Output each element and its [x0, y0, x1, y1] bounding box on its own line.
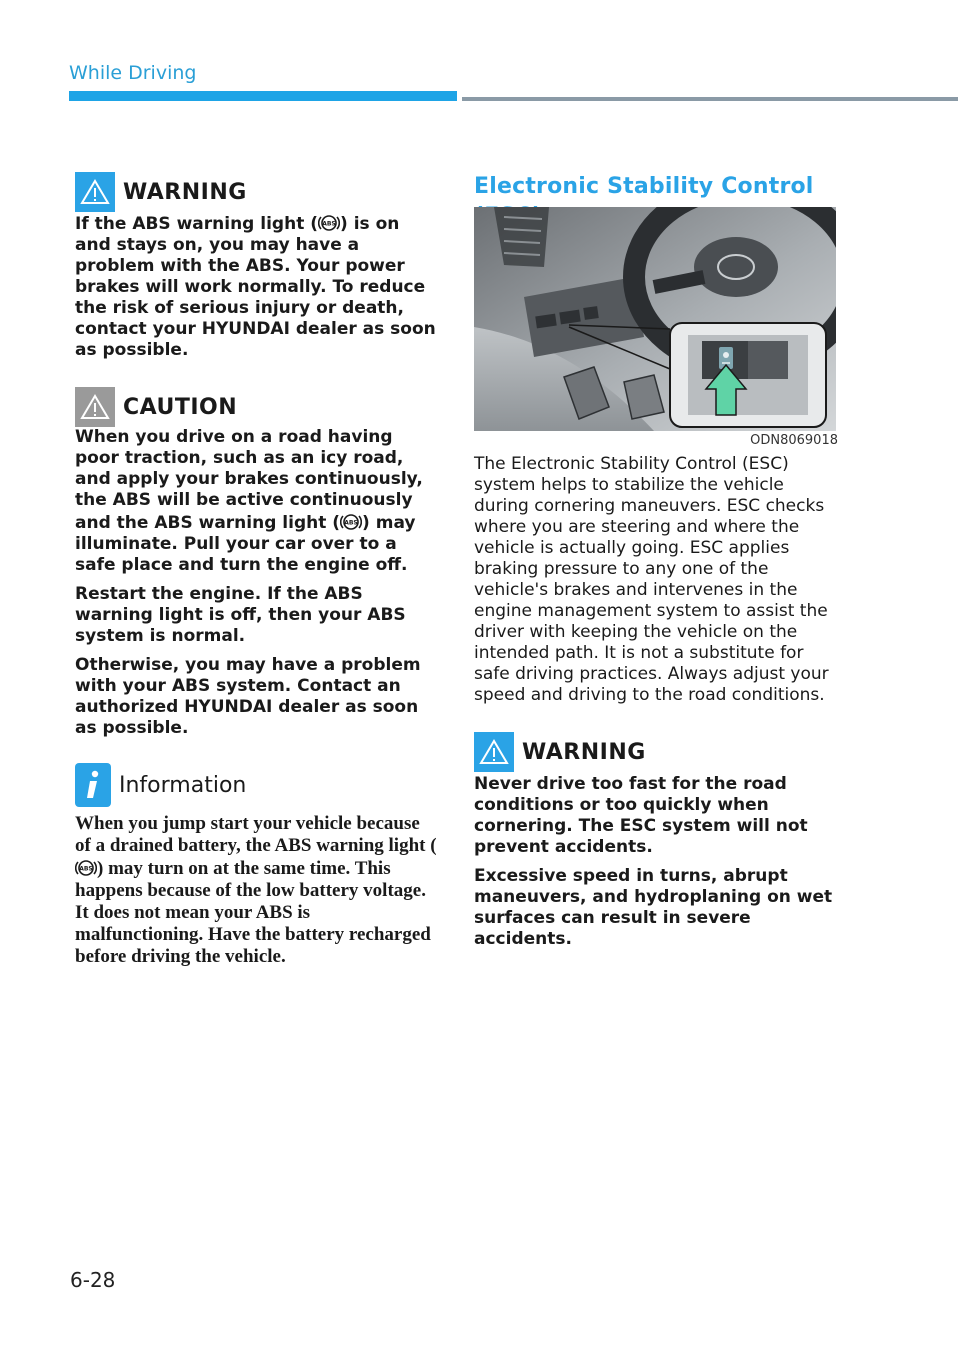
section-header-title: While Driving: [69, 62, 197, 84]
abs-warning-icon: [75, 857, 97, 879]
esc-section-title: Electronic Stability Control: [474, 174, 814, 199]
abs-information-box: [75, 763, 437, 968]
caution-paragraph-2: Restart the engine. If the ABS warning light is off, then your ABS system is normal.: [75, 584, 406, 646]
information-heading: [75, 763, 437, 807]
right-column: [474, 172, 838, 950]
esc-warning-paragraph-1: Never drive too fast for the road conditions or too quickly when cornering. The ESC system will not prevent accidents.: [474, 774, 808, 857]
abs-warning-icon: [340, 511, 362, 533]
caution-triangle-icon: [75, 387, 115, 427]
esc-warning-heading: [474, 732, 838, 772]
esc-warning-title: WARNING: [522, 739, 646, 765]
abs-warning-icon: [318, 212, 340, 234]
header-rule: [462, 97, 958, 101]
abs-warning-box: [75, 172, 437, 361]
information-paragraph: When you jump start your vehicle because of a drained battery, the ABS warning light ( ABS ) may turn on at the same time. This happens because of the low battery voltage. It does not mean your ABS is malfunctioning. Have the battery recharged before driving the vehicle.: [75, 813, 437, 967]
caution-title: CAUTION: [123, 394, 238, 420]
esc-description: The Electronic Stability Control (ESC) system helps to stabilize the vehicle during cornering maneuvers. ESC checks where you are steering and where the vehicle is actually going. ESC applies braking pressure to any one of the vehicle's brakes and intervenes in the engine management system to assist the driver with keeping the vehicle on the intended path. It is not a substitute for safe driving practices. Always adjust your speed and driving to the road conditions.: [474, 454, 829, 705]
abs-caution-box: [75, 387, 437, 739]
warning-title: WARNING: [123, 179, 247, 205]
esc-dashboard-illustration: [474, 207, 836, 431]
esc-figure: [474, 207, 836, 431]
warning-triangle-icon: [75, 172, 115, 212]
caution-paragraph-3: Otherwise, you may have a problem with your ABS system. Contact an authorized HYUNDAI dealer as soon as possible.: [75, 655, 421, 738]
caution-paragraph-1: When you drive on a road having poor traction, such as an icy road, and apply your brakes continuously, the ABS will be active continuously and the ABS warning light ( ABS ) may illuminate. Pull your car over to a safe place and turn the engine off.: [75, 427, 423, 575]
figure-code: ODN8069018: [750, 433, 838, 448]
abs-icon-label: ABS: [322, 220, 336, 228]
warning-triangle-icon: [474, 732, 514, 772]
information-icon: [75, 763, 111, 807]
left-column: [75, 172, 437, 968]
caution-heading: [75, 387, 437, 427]
esc-warning-paragraph-2: Excessive speed in turns, abrupt maneuvers, and hydroplaning on wet surfaces can result in severe accidents.: [474, 866, 833, 949]
information-title: Information: [119, 772, 247, 798]
warning-heading: [75, 172, 437, 212]
warning-paragraph: If the ABS warning light ( ABS ) is on and stays on, you may have a problem with the ABS. Your power brakes will work normally. To reduce the risk of serious injury or death, contact your HYUNDAI dealer as soon as possible.: [75, 214, 436, 360]
esc-warning-box: [474, 732, 838, 950]
header-rule-accent: [69, 91, 457, 101]
abs-icon-label: ABS: [79, 865, 93, 873]
page-number: 6-28: [70, 1268, 116, 1292]
abs-icon-label: ABS: [344, 519, 358, 527]
